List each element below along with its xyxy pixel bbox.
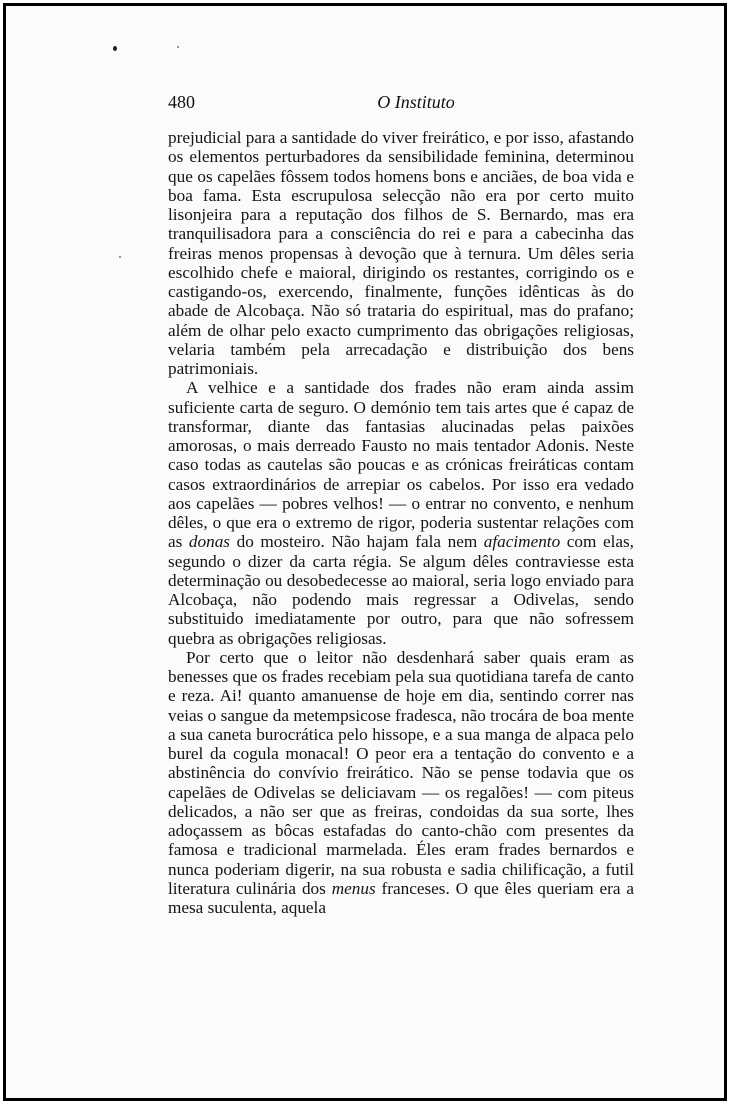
running-title: O Instituto bbox=[377, 92, 455, 112]
text-run: Por certo que o leitor não desdenhará saber quais eram as benesses que os frades recebiam pela sua quotidiana tarefa de canto e reza. Ai! quanto amanuense de hoje em dia, sentindo correr nas veias o sangue da metempsicose fradesca, não trocára de boa mente a sua caneta burocrática pelo hissope, e a sua manga de alpaca pelo burel da cogula monacal! O peor era a tentação do convento e a abstinência do convívio freirático. Não se pense todavia que os capelães de Odivelas se deliciavam — os regalões! — com piteus delicados, a não ser que as freiras, condoidas da sua sorte, lhes adoçassem as bôcas estafadas do canto-chão com presentes da famosa e tradicional marmelada. Éles eram frades bernardos e nunca poderiam digerir, na sua robusta e sadia chilificação, a futil literatura culinária dos bbox=[168, 647, 634, 898]
page-number: 480 bbox=[168, 92, 195, 112]
print-speck bbox=[177, 46, 179, 48]
running-header bbox=[168, 92, 634, 116]
italic-run: donas bbox=[188, 532, 230, 552]
text-run: franceses. O que êles queriam era a mesa suculenta, aquela bbox=[168, 878, 634, 917]
italic-run: menus bbox=[331, 878, 376, 898]
body-text bbox=[168, 128, 634, 917]
paragraph bbox=[168, 128, 634, 378]
text-run: prejudicial para a santidade do viver freirático, e por isso, afastando os elementos perturbadores da sensibilidade feminina, determinou que os capelães fôssem todos homens bons e anciães, de boa vida e boa fama. Esta escrupulosa selecção não era por certo muito lisonjeira para a reputação dos filhos de S. Bernardo, mas era tranquilisadora para a consciência do rei e para a cabecinha das freiras menos propensas à devoção que à ternura. Um dêles seria escolhido chefe e maioral, dirigindo os restantes, corrigindo os e castigando-os, exercendo, finalmente, funções idênticas às do abade de Alcobaça. Não só trataria do espiritual, mas do prafano; além de olhar pelo exacto cumprimento das obrigações religiosas, velaria também pela arrecadação e distribuição dos bens patrimoniais. bbox=[168, 128, 634, 378]
text-run: A velhice e a santidade dos frades não eram ainda assim suficiente carta de seguro. O demónio tem tais artes que é capaz de transformar, diante das fantasias alucinadas pelas paixões amorosas, o mais derreado Fausto no mais tentador Adonis. Neste caso todas as cautelas são poucas e as crónicas freiráticas contam casos extraordinários de arrepiar os cabelos. Por isso era vedado aos capelães — pobres velhos! — o entrar no convento, e nenhum dêles, o que era o extremo de rigor, poderia sustentar relações com as bbox=[168, 378, 634, 552]
print-speck bbox=[119, 256, 121, 258]
text-run: do mosteiro. Não hajam fala nem bbox=[230, 532, 484, 552]
italic-run: afacimento bbox=[483, 532, 561, 552]
text-run: com elas, segundo o dizer da carta régia. Se algum dêles contraviesse esta determinação ou desobedecesse ao maioral, seria logo enviado para Alcobaça, não podendo mais regressar a Odivelas, sendo substituido imediatamente por outro, para que não sofressem quebra as obrigações religiosas. bbox=[168, 532, 634, 648]
print-speck bbox=[113, 46, 117, 51]
paragraph bbox=[168, 648, 634, 918]
paragraph bbox=[168, 378, 634, 648]
